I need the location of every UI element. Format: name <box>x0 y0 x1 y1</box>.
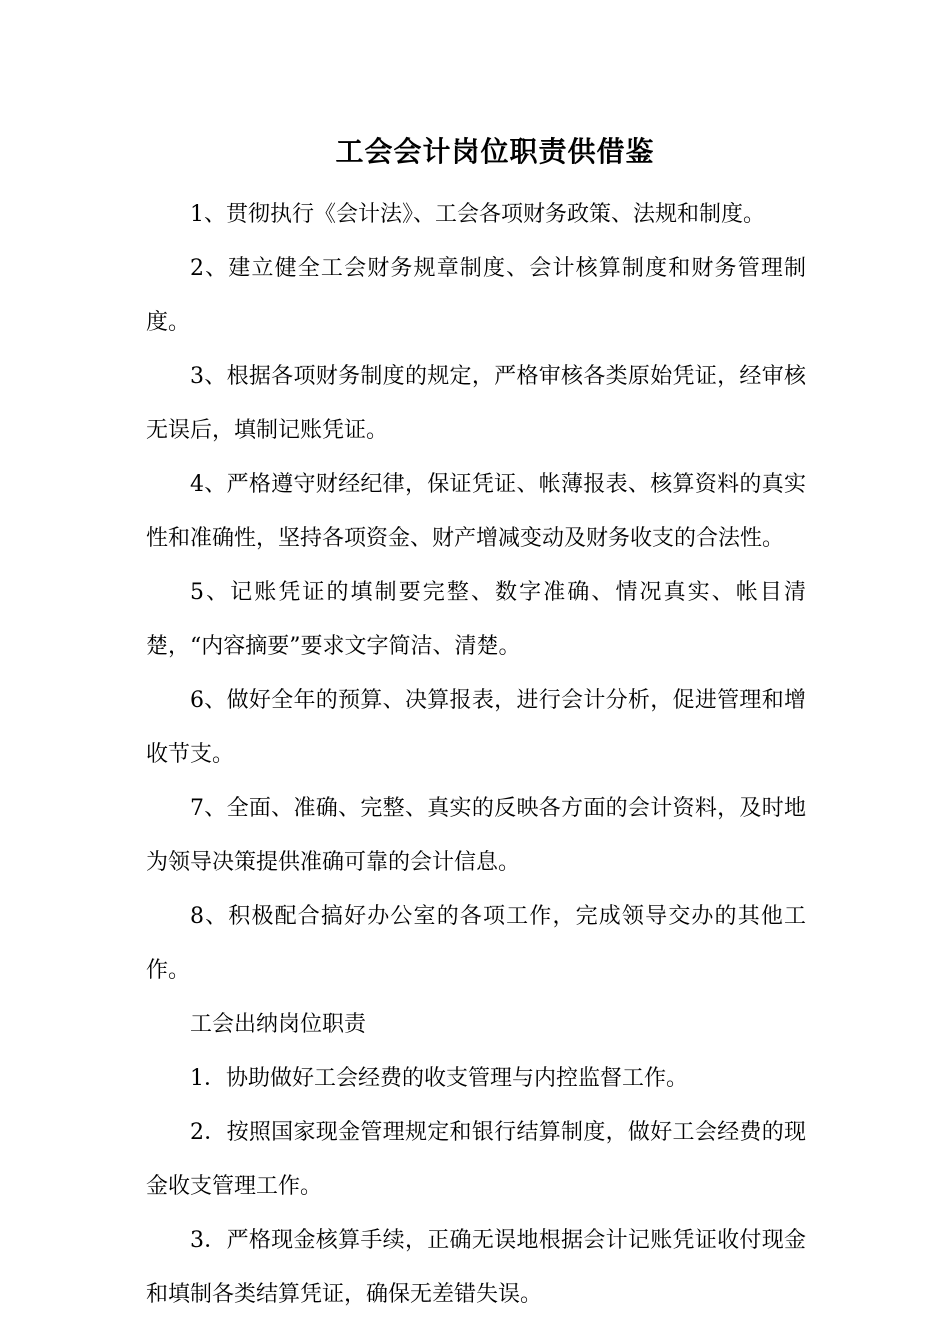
paragraph-accounting-duty-1: 1、贯彻执行《会计法》、工会各项财务政策、法规和制度。 <box>190 202 765 227</box>
document-body <box>146 188 806 1322</box>
paragraph-accounting-duty-6: 6、做好全年的预算、决算报表，进行会计分析，促进管理和增收节支。 <box>146 688 806 767</box>
paragraph-cashier-duty-3: 3．严格现金核算手续，正确无误地根据会计记账凭证收付现金和填制各类结算凭证，确保无差错失误。 <box>146 1228 806 1307</box>
paragraph-cashier-duty-1: 1．协助做好工会经费的收支管理与内控监督工作。 <box>190 1066 688 1091</box>
paragraph-accounting-duty-4: 4、严格遵守财经纪律，保证凭证、帐薄报表、核算资料的真实性和准确性，坚持各项资金、财产增减变动及财务收支的合法性。 <box>146 472 806 551</box>
paragraph-accounting-duty-3: 3、根据各项财务制度的规定，严格审核各类原始凭证，经审核无误后，填制记账凭证。 <box>146 364 806 443</box>
paragraph-accounting-duty-7: 7、全面、准确、完整、真实的反映各方面的会计资料，及时地为领导决策提供准确可靠的会计信息。 <box>146 796 806 875</box>
paragraph-accounting-duty-8: 8、积极配合搞好办公室的各项工作，完成领导交办的其他工作。 <box>146 904 806 983</box>
paragraph-accounting-duty-2: 2、建立健全工会财务规章制度、会计核算制度和财务管理制度。 <box>146 256 806 335</box>
section-heading-cashier-duties: 工会出纳岗位职责 <box>190 1012 367 1037</box>
paragraph-accounting-duty-5: 5、记账凭证的填制要完整、数字准确、情况真实、帐目清楚，“内容摘要”要求文字简洁、清楚。 <box>146 580 806 659</box>
document-title: 工会会计岗位职责供借鉴 <box>335 135 655 168</box>
paragraph-cashier-duty-2: 2．按照国家现金管理规定和银行结算制度，做好工会经费的现金收支管理工作。 <box>146 1120 806 1199</box>
